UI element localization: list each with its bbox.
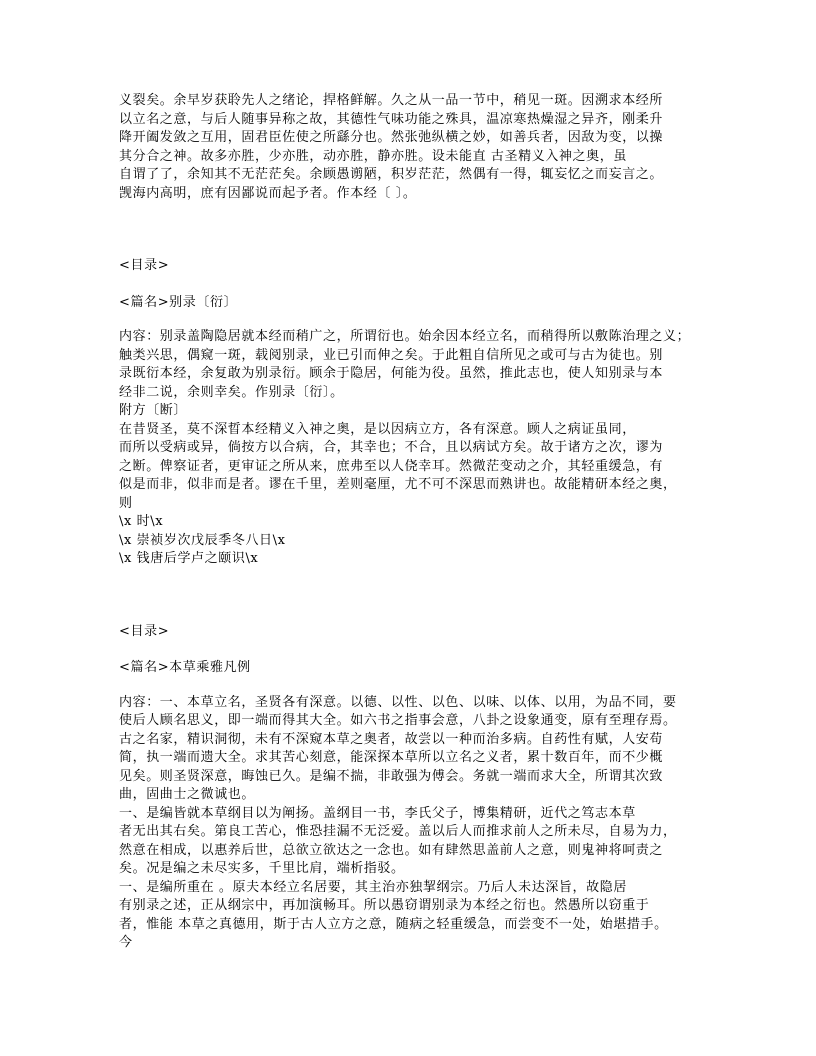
text-line: 在昔贤圣，莫不深晢本经精义入神之奥，是以因病立方，各有深意。顾人之病证虽同， (119, 421, 636, 437)
text-line: 之断。俾察证者，更审证之所从来，庶弗至以人侥幸耳。然微茫变动之介，其轻重缓急，有 (119, 458, 664, 474)
spacer (119, 569, 699, 623)
text-line: 觊海内高明，庶有因鄙说而起予者。作本经〔 〕。 (119, 185, 417, 201)
text-line: 触类兴思，偶窥一斑，载阅别录，业已引而伸之矣。于此粗自信所见之或可与古为徒也。别 (119, 347, 664, 363)
section-bielu (119, 257, 699, 569)
text-line: 内容：别录盖陶隐居就本经而稍广之，所谓衍也。始余因本经立名，而稍得所以敷陈治理之义； (119, 329, 691, 344)
text-line: 者，惟能 本草之真德用，斯于古人立方之意，随病之轻重缓急，而尝变不一处，始堪措手。 (119, 916, 668, 932)
document-page (119, 92, 699, 953)
text-line: 一、是编所重在 。原夫本经立名居要，其主治亦独挈纲宗。乃后人未达深旨，故隐居 (119, 879, 627, 895)
text-line: 降开阖发敛之互用，固君臣佐使之所繇分也。然张弛纵横之妙，如善兵者，因敌为变，以操 (119, 130, 664, 145)
text-line: 自谓了了，余知其不无茫茫矣。余顾愚谫陋，积岁茫茫，然偶有一得，辄妄忆之而妄言之。 (119, 167, 664, 182)
toc-marker: <目录> (119, 623, 170, 639)
section-title: <篇名>本草乘雅凡例 (119, 660, 251, 675)
text-line: 义裂矣。余早岁获聆先人之绪论，捍格鲜解。久之从一品一节中，稍见一斑。因溯求本经所 (119, 93, 664, 108)
text-line: 内容：一、本草立名，圣贤各有深意。以德、以性、以色、以味、以体、以用，为品不同，要 (119, 694, 677, 710)
text-line: 使后人顾名思义，即一端而得其大全。如六书之指事会意，八卦之设象通变，原有至理存焉。 (119, 713, 677, 728)
text-line: 矣。况是编之未尽实多，千里比肩，端析指驳。 (119, 861, 405, 876)
spacer (119, 678, 699, 694)
signature-line: \x 钱唐后学卢之颐识\x (119, 551, 259, 566)
text-line: 录既衍本经，余复敢为别录衍。顾余于隐居，何能为役。虽然，推此志也，使人知别录与本 (119, 366, 664, 381)
intro-paragraph (119, 92, 699, 203)
text-line: 简，执一端而遗大全。求其苦心刻意，能深探本草所以立名之义者，累十数百年，而不少概 (119, 750, 664, 765)
text-line: 则 (119, 495, 133, 511)
text-line: 有别录之述，正从纲宗中，再加演畅耳。所以愚窃谓别录为本经之衍也。然愚所以窃重于 (119, 898, 650, 913)
text-line: 今 (119, 935, 133, 950)
signature-line: \x 时\x (119, 514, 164, 529)
text-line: 见矣。则圣贤深意，晦蚀已久。是编不揣，非敢强为傅会。务就一端而求大全，所谓其次致 (119, 768, 664, 784)
text-line: 者无出其右矣。第良工苦心，惟恐挂漏不无泛爱。盖以后人而推求前人之所未尽，自易为力， (119, 824, 677, 839)
section-title: <篇名>别录〔衍〕 (119, 294, 238, 310)
subheading-fufang: 附方〔断〕 (119, 403, 188, 418)
section-fanli (119, 623, 699, 953)
spacer (119, 203, 699, 257)
text-line: 曲，固曲士之微诚也。 (119, 787, 256, 802)
toc-marker: <目录> (119, 258, 170, 273)
text-line: 似是而非，似非而是者。谬在千里，差则毫厘，尤不可不深思而熟讲也。故能精研本经之奥， (119, 477, 677, 492)
text-line: 经非二说，余则幸矣。作别录〔衍〕。 (119, 384, 344, 400)
text-line: 以立名之意，与后人随事异称之故，其德性气味功能之殊具，温凉寒热燥湿之异齐，刚柔升 (119, 111, 664, 127)
signature-line: \x 崇祯岁次戊辰季冬八日\x (119, 532, 286, 548)
text-line: 然意在相成，以惠养后世，总欲立欲达之一念也。如有肆然思盖前人之意，则鬼神将呵责之 (119, 842, 664, 858)
spacer (119, 276, 699, 294)
text-line: 一、是编皆就本草纲目以为阐扬。盖纲目一书，李氏父子，博集精研，近代之笃志本草 (119, 805, 636, 821)
text-line: 而所以受病或异，倘按方以合病，合，其幸也；不合，且以病试方矣。故于诸方之次，谬为 (119, 440, 664, 455)
text-line: 古之名家，精识洞彻，未有不深窥本草之奥者，故尝以一种而治多病。自药性有赋，人安苟 (119, 731, 664, 747)
spacer (119, 312, 699, 328)
text-line: 其分合之神。故多亦胜，少亦胜，动亦胜，静亦胜。设未能直 古圣精义入神之奥，虽 (119, 148, 627, 164)
spacer (119, 641, 699, 659)
